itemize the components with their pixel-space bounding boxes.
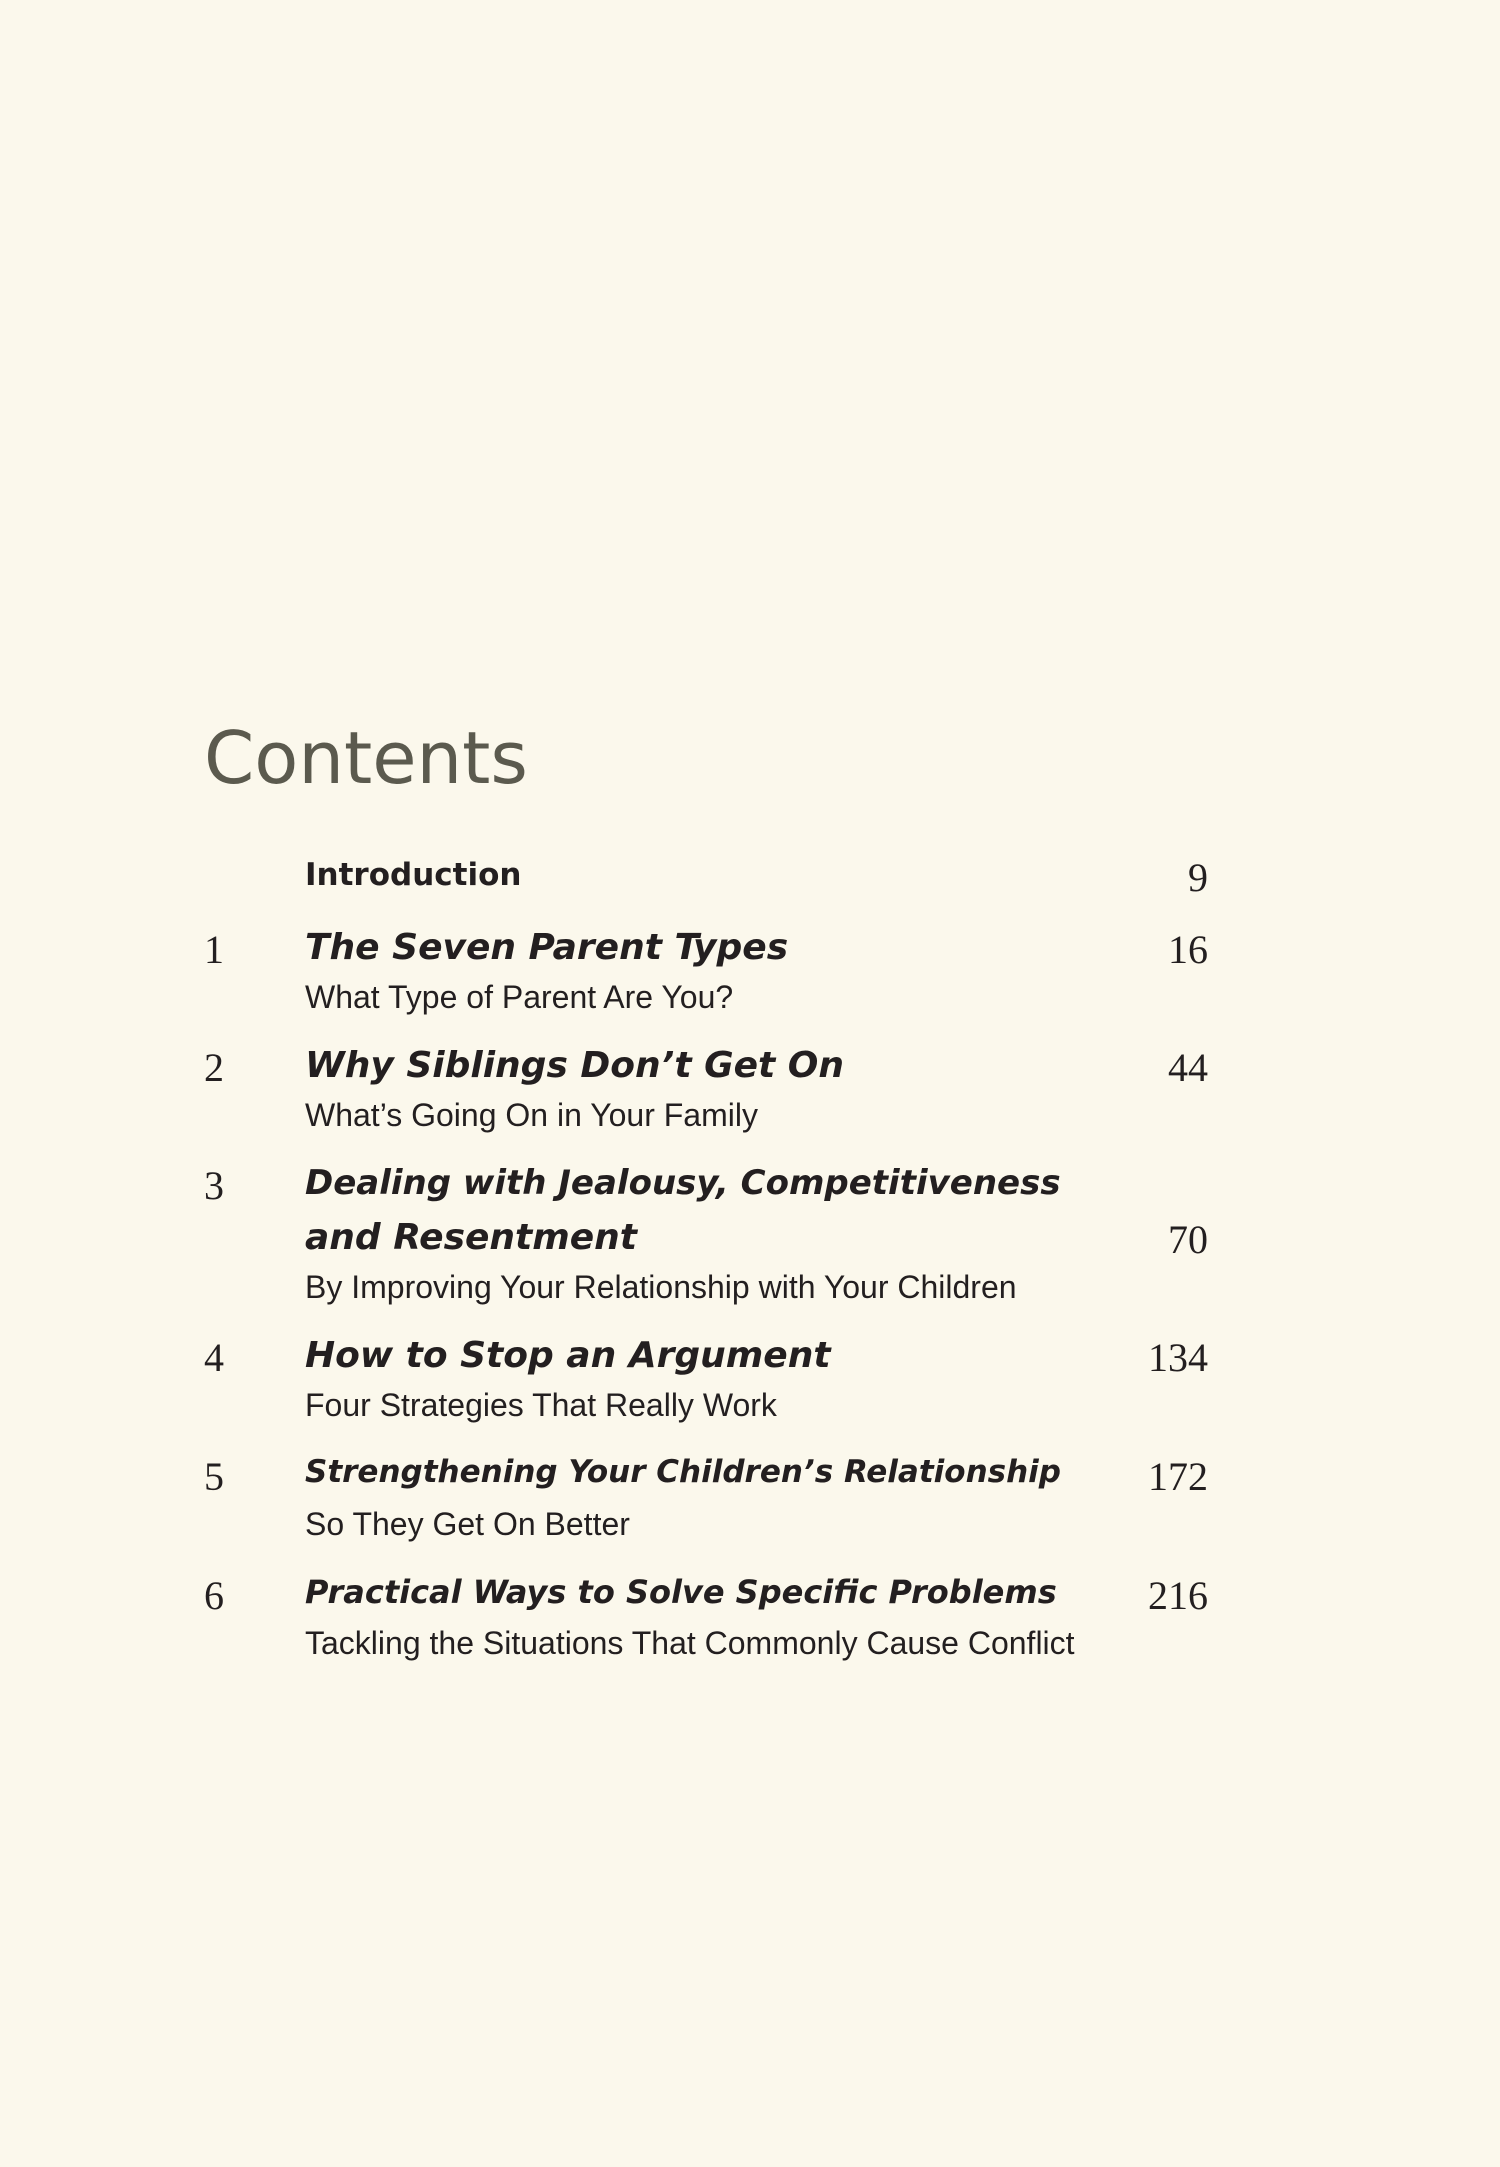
toc-entry-page-number: 172: [1148, 1454, 1208, 1499]
toc-entry-chapter-number: 1: [204, 927, 224, 972]
toc-entry-chapter-number: 6: [204, 1573, 224, 1618]
toc-entry-subtitle: So They Get On Better: [305, 1506, 630, 1542]
toc-entry-chapter-number: 2: [204, 1045, 224, 1090]
toc-entry-title: Why Siblings Don’t Get On: [305, 1045, 845, 1086]
toc-entry-page-number: 216: [1148, 1573, 1208, 1618]
toc-entry-page-number: 44: [1168, 1045, 1208, 1090]
toc-entry-subtitle: By Improving Your Relationship with Your Children: [305, 1269, 1017, 1305]
toc-entry-page-number: 16: [1168, 927, 1208, 972]
toc-entry-title: Strengthening Your Children’s Relationship: [305, 1454, 1061, 1490]
toc-entry-chapter-number: 4: [204, 1335, 224, 1380]
toc-entry-title: How to Stop an Argument: [305, 1335, 831, 1376]
toc-entry-subtitle: Four Strategies That Really Work: [305, 1387, 777, 1423]
toc-entry-title: The Seven Parent Types: [305, 927, 789, 968]
toc-entry-title: Dealing with Jealousy, Competitiveness: [305, 1163, 1061, 1203]
toc-entry-subtitle: What Type of Parent Are You?: [305, 979, 734, 1015]
toc-entry-chapter-number: 5: [204, 1454, 224, 1499]
toc-entry-title: Practical Ways to Solve Specific Problems: [305, 1573, 1057, 1611]
toc-entry-page-number: 70: [1168, 1217, 1208, 1262]
toc-entry-page-number: 9: [1188, 855, 1208, 900]
toc-entry-chapter-number: 3: [204, 1163, 224, 1208]
toc-entry-subtitle: What’s Going On in Your Family: [305, 1097, 758, 1133]
toc-entry-title-continued: and Resentment: [305, 1217, 638, 1258]
toc-entry-title: Introduction: [305, 857, 522, 893]
toc-entry-page-number: 134: [1148, 1335, 1208, 1380]
toc-entry-subtitle: Tackling the Situations That Commonly Cause Conflict: [305, 1625, 1075, 1661]
page-title: Contents: [204, 716, 528, 800]
